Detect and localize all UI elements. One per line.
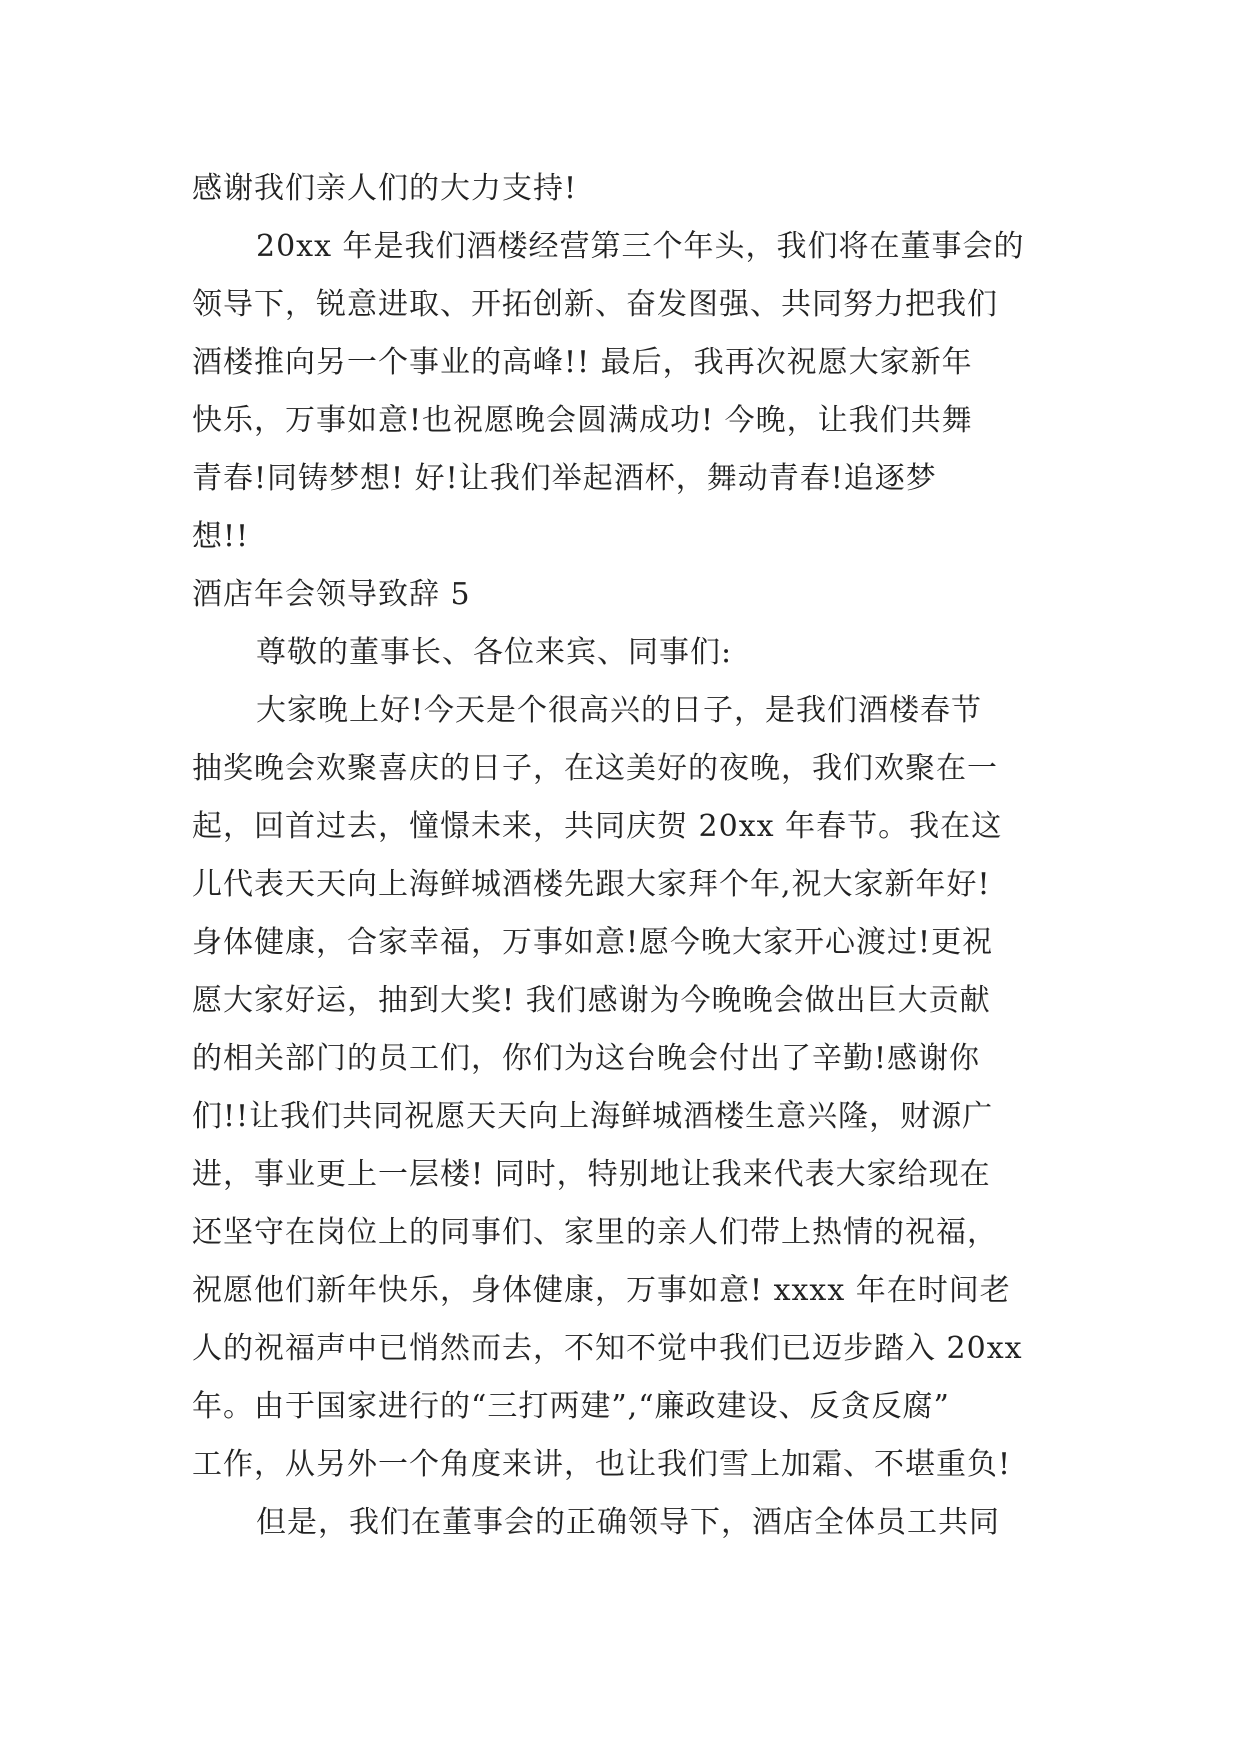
text-line: 年。由于国家进行的“三打两建”,“廉政建设、反贪反腐”	[192, 1389, 950, 1424]
text-line: 快乐，万事如意!也祝愿晚会圆满成功! 今晚，让我们共舞	[192, 403, 973, 438]
paragraph-start-line: 但是，我们在董事会的正确领导下，酒店全体员工共同	[256, 1505, 1000, 1540]
text-line: 工作，从另外一个角度来讲，也让我们雪上加霜、不堪重负!	[192, 1447, 1012, 1482]
text-line: 愿大家好运，抽到大奖! 我们感谢为今晚晚会做出巨大贡献	[192, 983, 991, 1018]
salutation-line: 尊敬的董事长、各位来宾、同事们:	[256, 635, 733, 670]
paragraph-start-line: 大家晚上好!今天是个很高兴的日子，是我们酒楼春节	[256, 693, 983, 728]
text-line: 祝愿他们新年快乐，身体健康，万事如意! xxxx 年在时间老	[192, 1273, 1011, 1308]
text-line: 还坚守在岗位上的同事们、家里的亲人们带上热情的祝福，	[192, 1215, 998, 1250]
text-line: 身体健康，合家幸福，万事如意!愿今晚大家开心渡过!更祝	[192, 925, 994, 960]
text-line: 儿代表天天向上海鲜城酒楼先跟大家拜个年,祝大家新年好!	[192, 867, 991, 902]
text-line: 酒楼推向另一个事业的高峰!! 最后，我再次祝愿大家新年	[192, 345, 973, 380]
text-line: 感谢我们亲人们的大力支持!	[192, 171, 578, 206]
text-line: 抽奖晚会欢聚喜庆的日子，在这美好的夜晚，我们欢聚在一	[192, 751, 998, 786]
text-line: 们!!让我们共同祝愿天天向上海鲜城酒楼生意兴隆，财源广	[192, 1099, 994, 1134]
paragraph-start-line: 20xx 年是我们酒楼经营第三个年头，我们将在董事会的	[256, 229, 1025, 264]
text-line: 青春!同铸梦想! 好!让我们举起酒杯，舞动青春!追逐梦	[192, 461, 937, 496]
text-line: 想!!	[192, 519, 250, 554]
text-line: 起，回首过去，憧憬未来，共同庆贺 20xx 年春节。我在这	[192, 809, 1003, 844]
document-body	[192, 160, 1062, 1552]
text-line: 领导下，锐意进取、开拓创新、奋发图强、共同努力把我们	[192, 287, 998, 322]
section-heading: 酒店年会领导致辞 5	[192, 577, 471, 612]
text-line: 进，事业更上一层楼! 同时，特别地让我来代表大家给现在	[192, 1157, 991, 1192]
text-line: 的相关部门的员工们，你们为这台晚会付出了辛勤!感谢你	[192, 1041, 981, 1076]
text-line: 人的祝福声中已悄然而去，不知不觉中我们已迈步踏入 20xx	[192, 1331, 1023, 1366]
